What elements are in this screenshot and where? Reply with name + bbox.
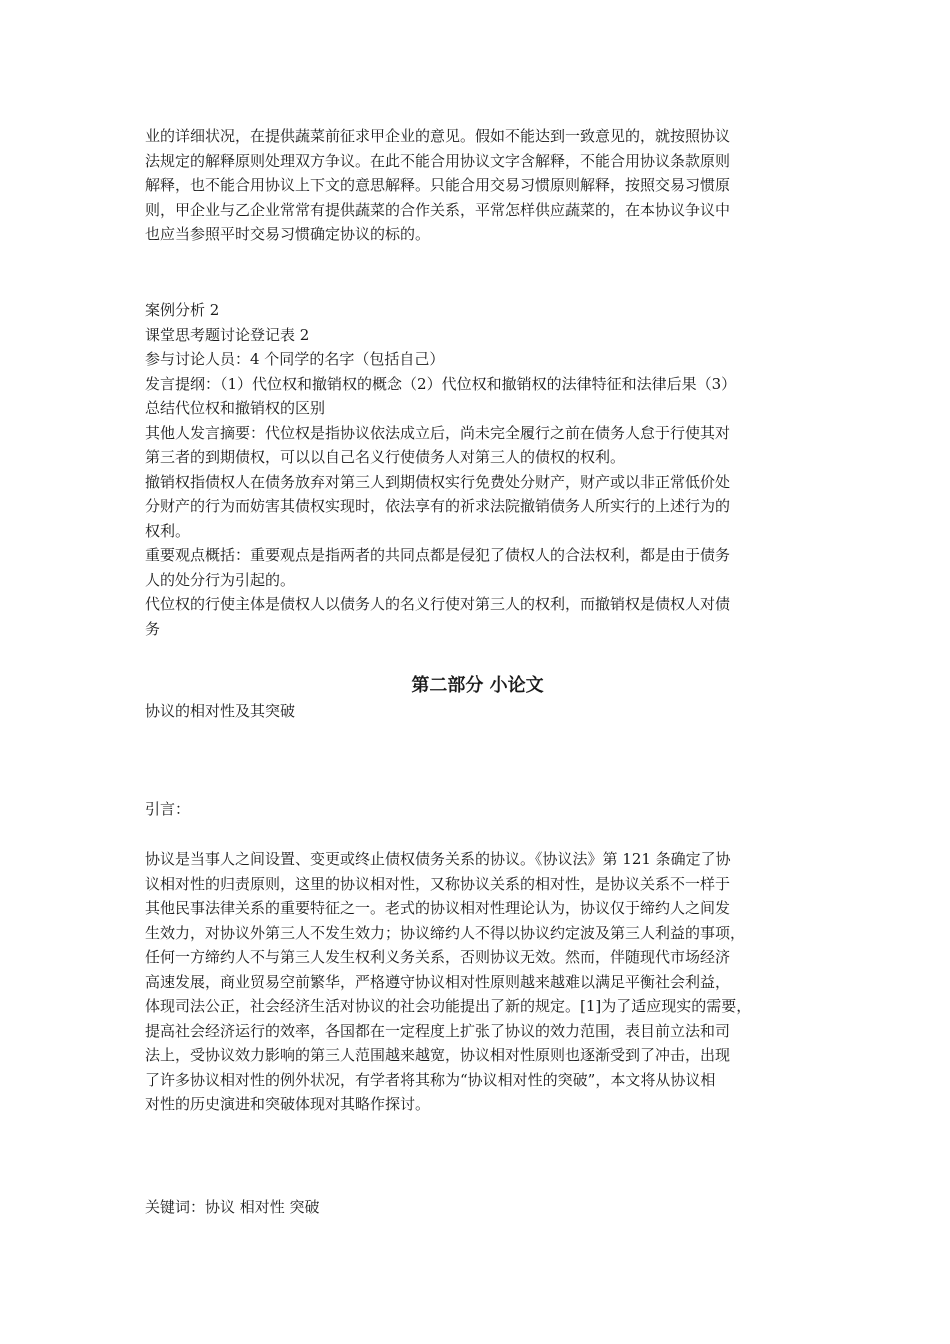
- text-line: 高速发展，商业贸易空前繁华，严格遵守协议相对性原则越来越难以满足平衡社会利益，: [145, 972, 731, 991]
- text-line: 业的详细状况，在提供蔬菜前征求甲企业的意见。假如不能达到一致意见的，就按照协议: [145, 127, 731, 145]
- intro-label-text: 引言：: [145, 800, 191, 818]
- case-analysis-2: [145, 298, 810, 641]
- participants: 参与讨论人员：4 个同学的名字（包括自己）: [145, 350, 445, 368]
- outline-line: 总结代位权和撤销权的区别: [145, 399, 326, 417]
- outline-line: 发言提纲：（1）代位权和撤销权的概念（2）代位权和撤销权的法律特征和法律后果（3）: [145, 374, 737, 393]
- summary-line: 其他人发言摘要：代位权是指协议依法成立后，尚未完全履行之前在债务人怠于行使其对: [145, 423, 731, 442]
- text-line: 对性的历史演进和突破体现对其略作探讨。: [145, 1095, 431, 1113]
- text-line: 解释，也不能合用协议上下文的意思解释。只能合用交易习惯原则解释，按照交易习惯原: [145, 176, 731, 194]
- intro-label: [145, 797, 810, 822]
- text-line: 协议是当事人之间设置、变更或终止债权债务关系的协议。《协议法》第 121 条确定了协: [145, 850, 731, 868]
- revocation-line: 权利。: [145, 521, 191, 540]
- text-line: 任何一方缔约人不与第三人发生权利义务关系，否则协议无效。然而，伴随现代市场经济: [145, 948, 731, 966]
- text-line: 其他民事法律关系的重要特征之一。老式的协议相对性理论认为，协议仅于缔约人之间发: [145, 899, 731, 917]
- text-line: 生效力，对协议外第三人不发生效力；协议缔约人不得以协议约定波及第三人利益的事项，: [145, 923, 746, 942]
- text-line: 议相对性的归责原则，这里的协议相对性，又称协议关系的相对性，是协议关系不一样于: [145, 874, 731, 893]
- intro-paragraph: [145, 124, 810, 247]
- case-title: 案例分析 2: [145, 301, 220, 319]
- key-points-line: 重要观点概括：重要观点是指两者的共同点都是侵犯了债权人的合法权利，都是由于债务: [145, 546, 731, 564]
- text-line: 也应当参照平时交易习惯确定协议的标的。: [145, 225, 431, 243]
- essay-title-text: 协议的相对性及其突破: [145, 702, 296, 720]
- part-two-heading: 第二部分 小论文: [411, 675, 544, 696]
- summary-line: 第三者的到期债权，可以以自己名义行使债务人对第三人的债权的权利。: [145, 448, 626, 466]
- text-line: 法规定的解释原则处理双方争议。在此不能合用协议文字含解释，不能合用协议条款原则: [145, 151, 731, 170]
- keywords: [145, 1195, 810, 1220]
- text-line: 了许多协议相对性的例外状况，有学者将其称为“协议相对性的突破”，本文将从协议相: [145, 1070, 716, 1089]
- key-points-line: 人的处分行为引起的。: [145, 570, 296, 589]
- text-line: 提高社会经济运行的效率，各国都在一定程度上扩张了协议的效力范围，表目前立法和司: [145, 1021, 731, 1040]
- keywords-text: 关键词：协议 相对性 突破: [145, 1198, 320, 1216]
- essay-title: [145, 699, 810, 724]
- form-title: 课堂思考题讨论登记表 2: [145, 325, 310, 344]
- difference-line: 务: [145, 619, 161, 638]
- text-line: 法上，受协议效力影响的第三人范围越来越宽，协议相对性原则也逐渐受到了冲击，出现: [145, 1046, 731, 1064]
- revocation-line: 分财产的行为而妨害其债权实现时，依法享有的祈求法院撤销债务人所实行的上述行为的: [145, 497, 731, 515]
- text-line: 体现司法公正，社会经济生活对协议的社会功能提出了新的规定。[1]为了适应现实的需要，: [145, 997, 752, 1015]
- text-line: 则，甲企业与乙企业常常有提供蔬菜的合作关系，平常怎样供应蔬菜的，在本协议争议中: [145, 200, 731, 219]
- difference-line: 代位权的行使主体是债权人以债务人的名义行使对第三人的权利，而撤销权是债权人对债: [145, 595, 731, 613]
- essay-intro-body: [145, 847, 810, 1117]
- revocation-line: 撤销权指债权人在债务放弃对第三人到期债权实行免费处分财产，财产或以非正常低价处: [145, 472, 731, 491]
